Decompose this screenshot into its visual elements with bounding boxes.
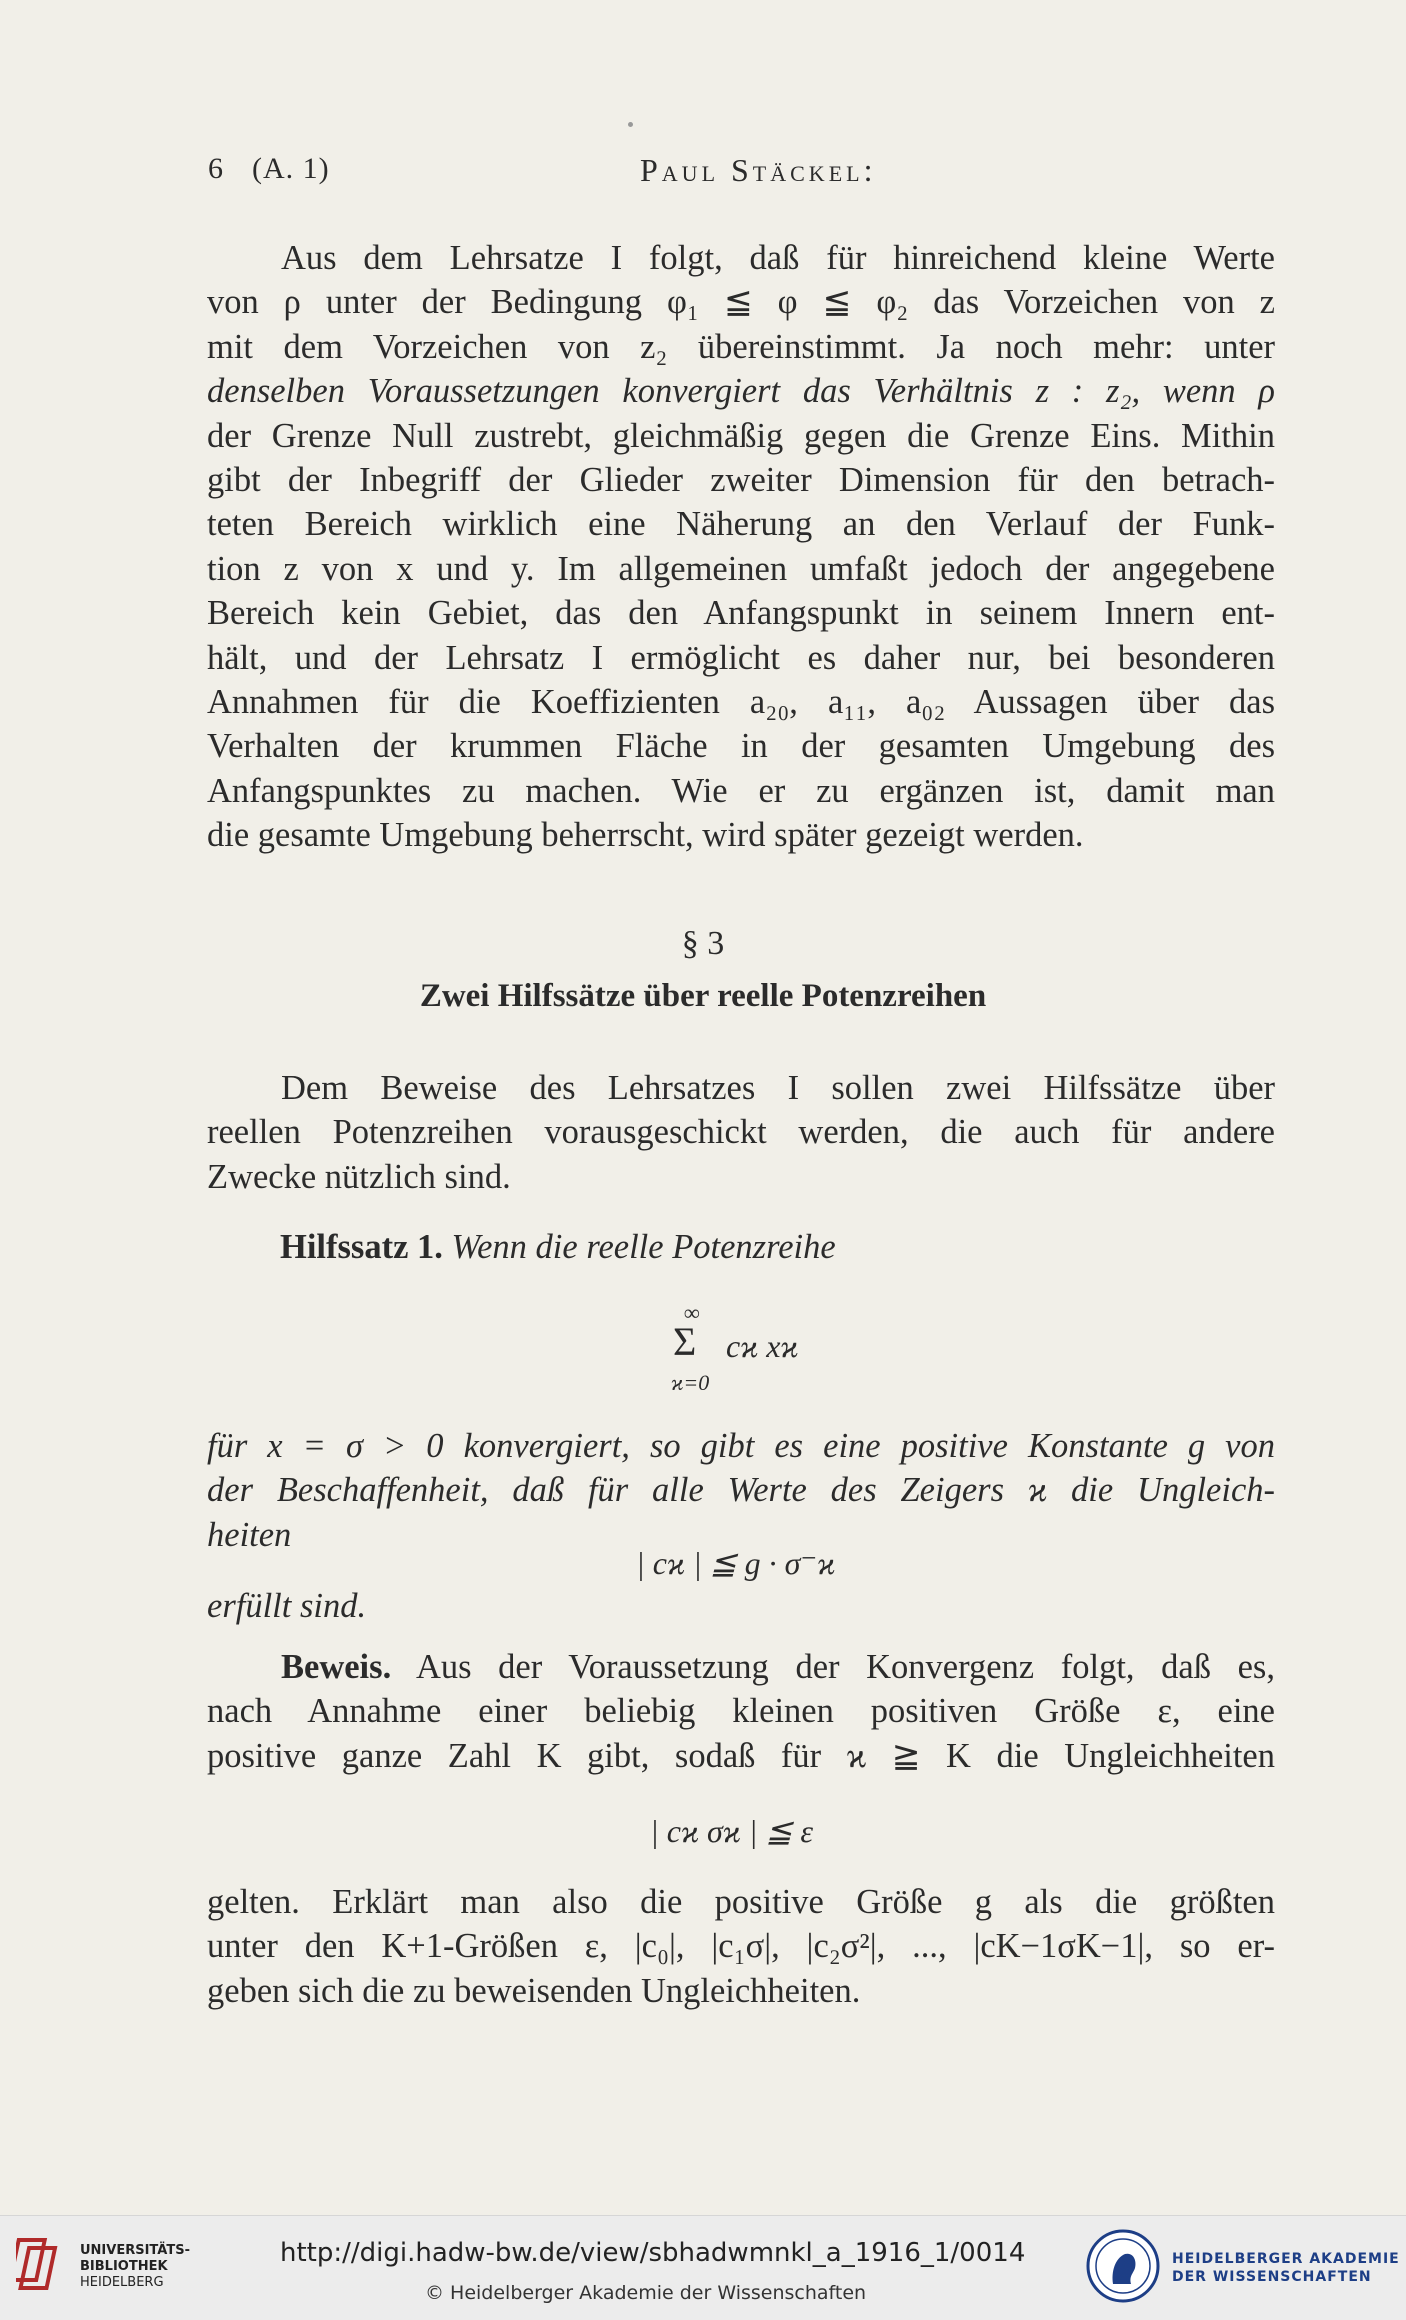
text-line: Annahmen für die Koeffizienten a₂₀, a₁₁, a₀₂ Aussagen über das [207, 682, 1275, 721]
academy-seal-icon [1085, 2228, 1161, 2304]
text-line: Bereich kein Gebiet, das den Anfangspunkt in seinem Innern ent- [207, 594, 1275, 633]
text-line: Verhalten der krummen Fläche in der gesamten Umgebung des [207, 727, 1275, 766]
text-line: nach Annahme einer beliebig kleinen positiven Größe ε, eine [207, 1692, 1275, 1731]
text-line: tion z von x und y. Im allgemeinen umfaßt jedoch der angegebene [207, 549, 1275, 588]
proof-first-line: Aus der Voraussetzung der Konvergenz folgt, daß es, [415, 1648, 1275, 1686]
proof-block [207, 1645, 1275, 1778]
text-line: der Grenze Null zustrebt, gleichmäßig gegen die Grenze Eins. Mithin [207, 416, 1275, 455]
text-line: Dem Beweise des Lehrsatzes I sollen zwei Hilfssätze über [281, 1069, 1275, 1107]
text-line: Anfangspunktes zu machen. Wie er zu ergänzen ist, damit man [207, 771, 1275, 810]
running-head-author: Paul Stäckel: [640, 152, 877, 188]
text-line: Zwecke nützlich sind. [207, 1157, 511, 1196]
academy-line-2: DER WISSENSCHAFTEN [1172, 2269, 1372, 2285]
text-line: der Beschaffenheit, daß für alle Werte des Zeigers ϰ die Ungleich- [207, 1471, 1275, 1510]
print-speck [628, 122, 633, 127]
lemma-statement [207, 1424, 1275, 1557]
proof-inequality: | cϰ σϰ | ≦ ε [650, 1813, 813, 1849]
page-number: 6 [208, 152, 224, 185]
library-name [80, 2243, 190, 2291]
university-library-logo-icon [16, 2234, 68, 2294]
text-line: gelten. Erklärt man also die positive Größe g als die größten [207, 1883, 1275, 1921]
sum-term: cϰ xϰ [726, 1328, 799, 1364]
lemma-intro: Wenn die reelle Potenzreihe [451, 1228, 836, 1266]
viewer-footer [0, 2215, 1406, 2320]
text-line: teten Bereich wirklich eine Näherung an den Verlauf der Funk- [207, 505, 1275, 544]
page-reference: (A. 1) [252, 152, 330, 185]
copyright-notice: © Heidelberger Akademie der Wissenschaften [425, 2282, 867, 2304]
academy-name [1172, 2250, 1400, 2286]
lemma-closing [207, 1584, 1275, 1628]
permalink-url[interactable]: http://digi.hadw-bw.de/view/sbhadwmnkl_a_1916_1/0014 [280, 2238, 1026, 2268]
text-line: die gesamte Umgebung beherrscht, wird später gezeigt werden. [207, 816, 1084, 855]
sum-symbol: Σ [673, 1319, 697, 1364]
text-line: geben sich die zu beweisenden Ungleichheiten. [207, 1971, 861, 2010]
proof-label: Beweis. [281, 1648, 392, 1686]
section-title: Zwei Hilfssätze über reelle Potenzreihen [419, 978, 987, 1014]
text-line: unter den K+1-Größen ε, |c₀|, |c₁σ|, |c₂σ²|, ..., |cK−1σK−1|, so er- [207, 1927, 1275, 1966]
sum-lower-limit: ϰ=0 [671, 1370, 710, 1395]
section-mark: § 3 [681, 925, 725, 962]
text-line: erfüllt sind. [207, 1587, 367, 1625]
library-line-2: BIBLIOTHEK [80, 2259, 168, 2274]
library-line-3: HEIDELBERG [80, 2275, 164, 2290]
text-line: mit dem Vorzeichen von z₂ übereinstimmt. Ja noch mehr: unter [207, 327, 1275, 366]
paragraph-2 [207, 1066, 1275, 1199]
text-line [207, 1645, 1275, 1689]
lemma-heading [280, 1228, 836, 1267]
paragraph-1 [207, 236, 1275, 857]
lemma-inequality: | cϰ | ≦ g · σ⁻ϰ [636, 1545, 836, 1581]
text-line: Aus dem Lehrsatze I folgt, daß für hinreichend kleine Werte [281, 239, 1275, 277]
proof-tail [207, 1880, 1275, 2013]
text-line: reellen Potenzreihen vorausgeschickt werden, die auch für andere [207, 1113, 1275, 1152]
sum-upper-limit: ∞ [684, 1300, 700, 1325]
text-line: hält, und der Lehrsatz I ermöglicht es daher nur, bei besonderen [207, 638, 1275, 677]
library-line-1: UNIVERSITÄTS- [80, 2243, 190, 2258]
text-line: von ρ unter der Bedingung φ₁ ≦ φ ≦ φ₂ das Vorzeichen von z [207, 283, 1275, 322]
text-line: für x = σ > 0 konvergiert, so gibt es eine positive Konstante g von [207, 1427, 1275, 1465]
academy-line-1: HEIDELBERGER AKADEMIE [1172, 2251, 1400, 2267]
text-line: heiten [207, 1515, 292, 1554]
text-line: positive ganze Zahl K gibt, sodaß für ϰ ≧ K die Ungleichheiten [207, 1736, 1275, 1775]
text-line: gibt der Inbegriff der Glieder zweiter Dimension für den betrach- [207, 460, 1275, 499]
lemma-label: Hilfssatz 1. [280, 1228, 443, 1266]
text-line: denselben Voraussetzungen konvergiert das Verhältnis z : z₂, wenn ρ [207, 372, 1275, 411]
